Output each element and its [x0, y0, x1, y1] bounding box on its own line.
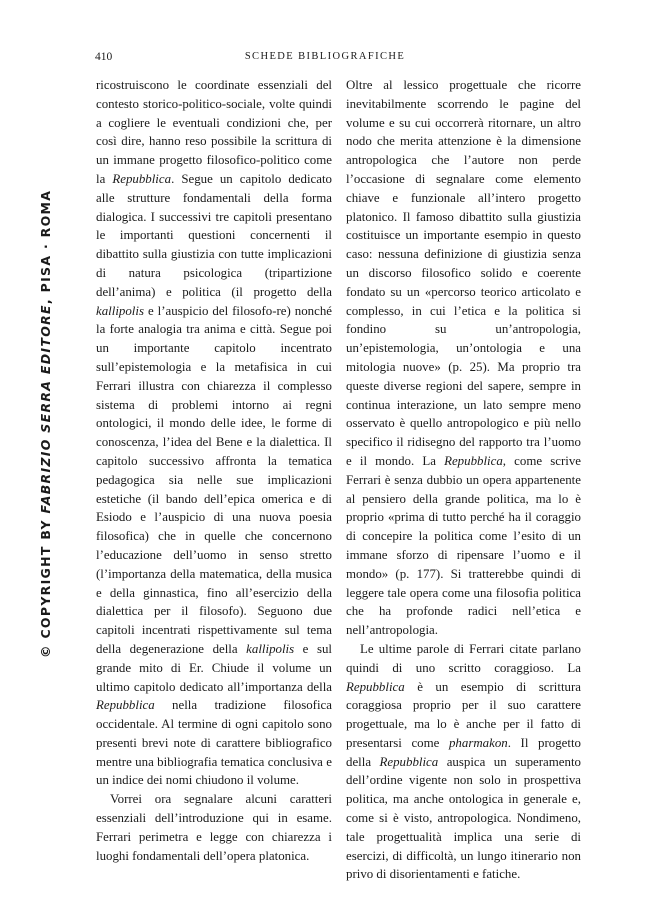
- italic-term: kallipolis: [96, 303, 144, 318]
- text-run: e sul grande mito di Er. Chiude il volume un ultimo capitolo dedicato all’importanza della: [96, 641, 332, 694]
- copyright-publisher: FABRIZIO SERRA EDITORE: [38, 304, 53, 514]
- running-head: SCHEDE BIBLIOGRAFICHE: [244, 51, 406, 62]
- text-run: ricostruiscono le coordinate essenziali del contesto storico-politico-sociale, volte quindi a cogliere le eventuali condizioni che, per così dire, hanno reso possibile la scrittura di un immane progetto filosofico-politico come la: [96, 78, 332, 186]
- text-run: Oltre al lessico progettuale che ricorre inevitabilmente scorrendo le pagine del volume e su cui occorrerà ritornare, un altro nodo che merita attenzione è la dimensione antropologica che l’autore non perde l’occasione di segnalare come elemento chiave e funzionale all’intero progetto platonico. Il famoso dibattito sulla giustizia costituisce un importante esempio in questo caso: nessuna definizione di giustizia senza un discorso filosofico solido e coerente fondato su un «percorso teorico articolato e complesso, in cui l’etica e la politica si fondino su un’antropologia, un’epistemologia, un’ontologia e una mitologia nuove» (p. 25). Ma proprio tra queste diverse regioni del sapere, sempre in continua interazione, un lato sempre meno osservato è quello antropologico e più nello specifico il ridisegno del rapporto tra l’uomo e il mondo. La: [346, 78, 581, 468]
- text-run: nella tradizione filosofica occidentale. Al termine di ogni capitolo sono presenti brevi note di carattere bibliografico mentre una bibliografia tematica conclusiva e un indice dei nomi chiudono il volume.: [96, 698, 332, 788]
- text-run: e l’auspicio del filosofo-re) nonché la forte analogia tra anima e città. Segue poi un importante capitolo incentrato sull’epistemologia e la metafisica in cui Ferrari illustra con chiarezza il complesso sistema di problemi intorno ai regni ontologici, il mondo delle idee, le forme di conoscenza, l’idea del Bene e la dialettica. Il capitolo successivo affronta la tematica pedagogica sia nelle sue implicazioni estetiche (il bando dell’epica omerica e di Esiodo e l’auspicio di una nuova poesia filosofica) che in quelle che concernono l’educazione dell’uomo in senso stretto (l’importanza della matematica, della musica e della ginnastica, fino all’esercizio della dialettica per il filosofo). Seguono due capitoli incentrati rispettivamente sul tema della degenerazione della: [96, 303, 332, 656]
- italic-title: Repubblica: [346, 679, 405, 694]
- page-header: [95, 51, 555, 67]
- italic-title: Repubblica: [444, 453, 503, 468]
- right-column: [346, 76, 581, 884]
- italic-term: kallipolis: [246, 641, 295, 656]
- italic-term: pharmakon: [448, 735, 508, 750]
- left-paragraph-2: Vorrei ora segnalare alcuni caratteri essenziali dell’introduzione qui in esame. Ferrari perimetra e legge con chiarezza i luoghi fondamentali dell’opera platonica.: [96, 792, 332, 863]
- italic-title: Repubblica: [112, 171, 172, 186]
- text-run: . Segue un capitolo dedicato alle strutture fondamentali della forma dialogica. I successivi tre capitoli presentano le importanti questioni concernenti il dibattito sulla giustizia con tutte implicazioni di natura psicologica (tripartizione dell’anima) e politica (il progetto della: [96, 171, 332, 299]
- text-run: , come scrive Ferrari è senza dubbio un opera appartenente al pensiero della grande politica, ma lo è proprio «prima di tutto perché ha il coraggio di concepire la politica come l’esito di un immane sforzo di ripensare l’uomo e il mondo» (p. 177). Si tratterebbe quindi di leggere tale opera come una filosofia politica che ha profonde radici nell’etica e nell’antropologia.: [346, 453, 581, 638]
- right-paragraph-1: [346, 76, 581, 640]
- page-number: 410: [95, 51, 113, 63]
- text-run: è un esempio di scrittura coraggiosa proprio per il suo carattere progettuale, ma lo è anche per il fatto di presentarsi come: [346, 679, 581, 750]
- text-run: auspica un superamento dell’ordine vigente non solo in prospettiva politica, ma anche ontologica in generale e, come si è visto, antropologica. Nondimeno, tale progettualità implica una serie di esercizi, di difficoltà, un lungo itinerario non privo di disorientamenti e fatiche.: [346, 754, 582, 882]
- copyright-prefix: © COPYRIGHT BY: [38, 513, 53, 658]
- right-paragraph-2: [346, 640, 581, 884]
- left-column: [96, 76, 332, 865]
- text-run: . Il progetto della: [346, 735, 581, 769]
- left-paragraph-1: [96, 76, 332, 790]
- copyright-suffix: , PISA · ROMA: [38, 189, 53, 305]
- text-run: Le ultime parole di Ferrari citate parlano quindi di uno scritto coraggioso. La: [346, 641, 581, 675]
- italic-title: Repubblica: [96, 698, 155, 713]
- italic-title: Repubblica: [379, 754, 439, 769]
- copyright-notice: [38, 189, 60, 658]
